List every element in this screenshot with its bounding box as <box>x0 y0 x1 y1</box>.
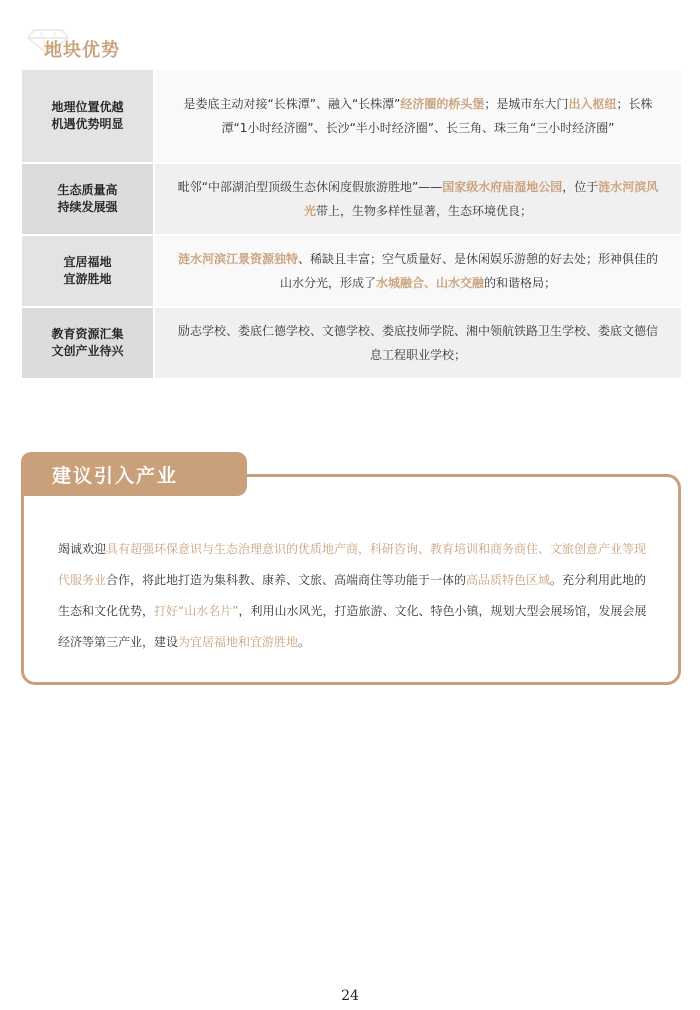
row-text: 是娄底主动对接“长株潭”、融入“长株潭”经济圈的桥头堡；是城市东大门出入枢纽；长株潭“1小时经济圈”、长沙“半小时经济圈”、长三角、珠三角“三小时经济圈” <box>154 69 682 163</box>
row-label: 生态质量高 持续发展强 <box>21 163 154 235</box>
table-row <box>21 69 682 163</box>
row-text: 涟水河滨江景资源独特、稀缺且丰富；空气质量好、是休闲娱乐游憩的好去处；形神俱佳的山水分光，形成了水城融合、山水交融的和谐格局； <box>154 235 682 307</box>
table-row <box>21 235 682 307</box>
row-label: 教育资源汇集 文创产业待兴 <box>21 307 154 379</box>
section-title-recommended-industries: 建议引入产业 <box>52 465 179 487</box>
highlight-text: 高品质特色区域 <box>466 573 551 587</box>
row-text: 励志学校、娄底仁德学校、文德学校、娄底技师学院、湘中领航铁路卫生学校、娄底文德信息工程职业学校； <box>154 307 682 379</box>
table-row <box>21 307 682 379</box>
row-label: 宜居福地 宜游胜地 <box>21 235 154 307</box>
row-label: 地理位置优越 机遇优势明显 <box>21 69 154 163</box>
highlight-text: 出入枢纽 <box>568 97 617 111</box>
advantages-table <box>20 68 683 380</box>
highlight-text: 涟水河滨江景资源独特 <box>177 252 298 266</box>
section-title-plot-advantages: 地块优势 <box>44 40 120 61</box>
highlight-text: 国家级水府庙湿地公园 <box>442 180 563 194</box>
highlight-text: 涟水河滨风光 <box>303 180 659 218</box>
highlight-text: 打好“山水名片” <box>154 604 239 618</box>
highlight-text: 具有超强环保意识与生态治理意识的优质地产商，科研咨询、教育培训和商务商住、文旅创意产业等现代服务业 <box>58 542 647 587</box>
highlight-text: 经济圈的桥头堡 <box>400 97 485 111</box>
table-row <box>21 163 682 235</box>
highlight-text: 为宜居福地和宜游胜地 <box>178 635 299 649</box>
highlight-text: 水城融合、山水交融 <box>375 276 484 290</box>
page-number: 24 <box>341 988 359 1004</box>
recommendation-paragraph: 竭诚欢迎具有超强环保意识与生态治理意识的优质地产商，科研咨询、教育培训和商务商住、文旅创意产业等现代服务业合作，将此地打造为集科教、康养、文旅、高端商住等功能于一体的高品质特色区域。充分利用此地的生态和文化优势，打好“山水名片”，利用山水风光，打造旅游、文化、特色小镇，规划大型会展场馆，发展会展经济等第三产业，建设为宜居福地和宜游胜地。 <box>58 542 647 649</box>
row-text: 毗邻“中部湖泊型顶级生态休闲度假旅游胜地”——国家级水府庙湿地公园，位于涟水河滨风光带上，生物多样性显著，生态环境优良； <box>154 163 682 235</box>
